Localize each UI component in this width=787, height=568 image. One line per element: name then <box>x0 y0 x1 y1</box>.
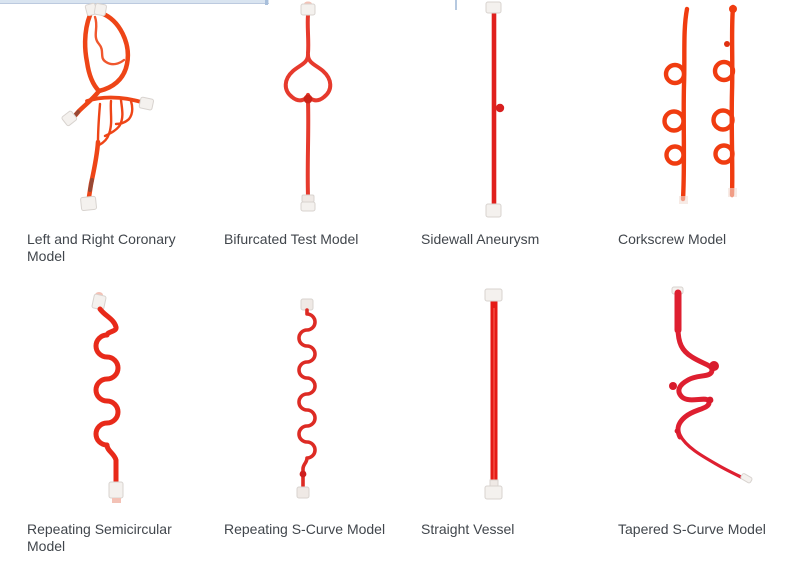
luer-connector <box>302 195 314 202</box>
vessel-tubing <box>96 309 118 482</box>
product-image[interactable] <box>394 0 591 228</box>
aneurysm-dot <box>724 41 730 47</box>
product-title[interactable]: Repeating S-Curve Model <box>224 521 386 537</box>
luer-connector <box>301 4 315 15</box>
tapered-s-curve-graphic <box>591 286 787 518</box>
product-image[interactable] <box>591 0 787 228</box>
product-title[interactable]: Repeating Semicircular Model <box>27 521 172 554</box>
vessel-tubing <box>286 15 331 196</box>
luer-connector <box>139 97 154 110</box>
product-card <box>197 286 394 564</box>
product-title[interactable]: Straight Vessel <box>421 521 515 537</box>
tube-top-blob <box>729 5 737 13</box>
bifurcated-loop-vessel-graphic <box>197 0 394 228</box>
product-card <box>0 286 197 564</box>
corkscrew-vessel-graphic <box>591 0 787 228</box>
connector-hint <box>679 196 688 204</box>
product-image[interactable] <box>394 286 591 518</box>
product-card <box>0 0 197 286</box>
luer-connector <box>486 2 501 13</box>
coronary-artery-tree-graphic <box>0 0 197 228</box>
repeating-semicircle-graphic <box>0 286 197 518</box>
catheter-tip-segment <box>90 180 92 190</box>
vessel-tubing <box>299 310 315 486</box>
product-image[interactable] <box>197 286 394 518</box>
connector-tip <box>112 498 121 503</box>
luer-connector <box>740 473 753 484</box>
luer-connector <box>80 196 96 210</box>
aneurysm-dot <box>496 104 504 112</box>
aneurysm-dot <box>707 397 714 404</box>
product-image[interactable] <box>591 286 787 518</box>
aneurysm-dot <box>709 361 719 371</box>
luer-connector <box>486 204 501 217</box>
aneurysm-dot <box>669 382 677 390</box>
sidewall-aneurysm-graphic <box>394 0 591 228</box>
luer-connector <box>109 482 123 498</box>
vessel-tubing <box>665 7 734 199</box>
straight-vessel-graphic <box>394 286 591 518</box>
repeating-s-curve-graphic <box>197 286 394 518</box>
luer-connector <box>485 486 502 499</box>
product-title[interactable]: Bifurcated Test Model <box>224 231 359 247</box>
luer-connector <box>94 3 107 16</box>
product-title[interactable]: Corkscrew Model <box>618 231 727 247</box>
product-image[interactable] <box>197 0 394 228</box>
product-card <box>197 0 394 286</box>
product-card <box>394 0 591 286</box>
product-card <box>591 286 787 564</box>
product-title[interactable]: Left and Right Coronary Model <box>27 231 176 264</box>
vessel-tubing <box>678 293 745 479</box>
aneurysm-dot <box>675 429 680 434</box>
connector-hint <box>728 188 737 197</box>
product-card <box>591 0 787 286</box>
product-image[interactable] <box>0 286 197 518</box>
product-title[interactable]: Sidewall Aneurysm <box>421 231 540 247</box>
product-title[interactable]: Tapered S-Curve Model <box>618 521 766 537</box>
vessel-tubing <box>73 13 146 197</box>
product-image[interactable] <box>0 0 197 228</box>
luer-connector <box>297 487 309 498</box>
luer-connector <box>301 202 315 211</box>
aneurysm-dot <box>300 471 307 478</box>
product-card <box>394 286 591 564</box>
luer-connector <box>485 289 502 301</box>
aneurysm-dot <box>304 95 313 104</box>
